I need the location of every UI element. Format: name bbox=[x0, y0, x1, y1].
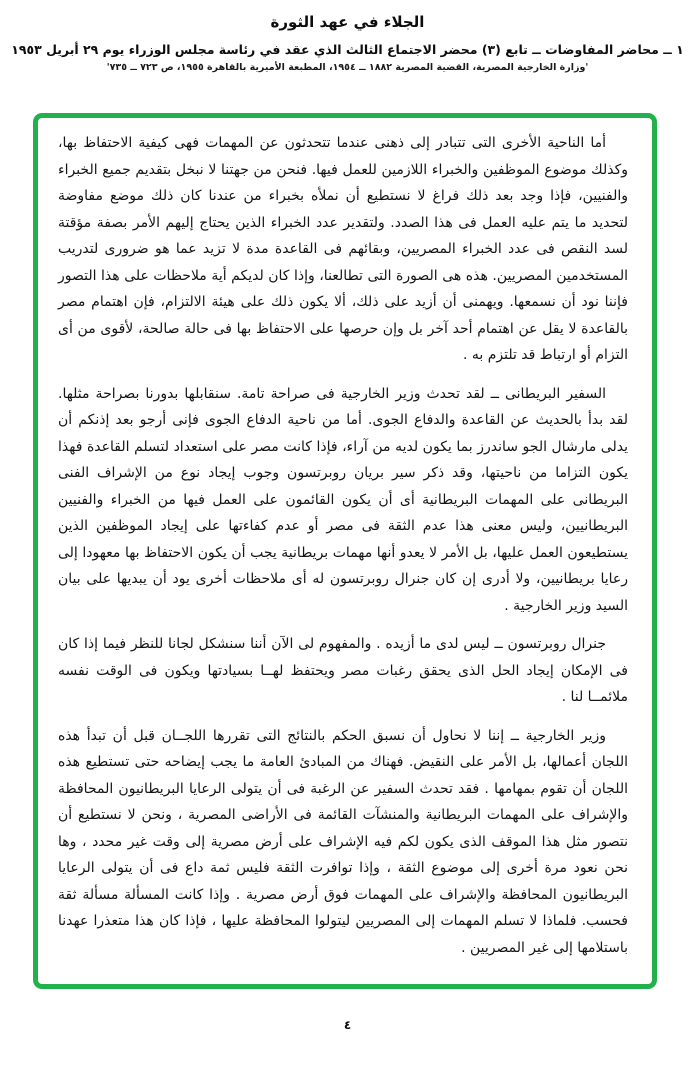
book-title: الجلاء في عهد الثورة bbox=[270, 13, 425, 31]
page-header bbox=[0, 0, 695, 73]
paragraph-british-ambassador: السفير البريطانى ــ لقد تحدث وزير الخارجية فى صراحة تامة. سنقابلها بدورنا بصراحة مثلها. لقد بدأ بالحديث عن القاعدة والدفاع الجوى. أما من ناحية الدفاع الجوى فإنى أرجو بعد إذنكم أن يدلى مارشال الجو ساندرز بما يكون لديه من آراء، فإذا كانت مصر على استعداد لتسلم القاعدة فهذا يكون التزاما من ناحيتها، وقد ذكر سير بريان روبرتسون وجوب إيجاد نوع من الإشراف الفنى البريطانى على المهمات البريطانية أى أن يكون القائمون على العمل فيها من الخبراء والفنيين البريطانيين، وليس معنى هذا عدم الثقة فى مصر أو عدم كفاءتها على إيجاد الموظفين الذين يستطيعون العمل عليها، بل الأمر لا يعدو أنها مهمات بريطانية يجب أن يكون الاحتفاظ بها معهودا إلى رعايا بريطانيين، ولا أدرى إن كان جنرال روبرتسون له أى ملاحظات أخرى يود أن يبديها على بيان السيد وزير الخارجية . bbox=[58, 385, 628, 614]
paragraph-foreign-minister-reply: وزير الخارجية ــ إننا لا نحاول أن نسبق الحكم بالنتائج التى تقررها اللجــان قبل أن تبدأ هذه اللجان أعمالها، بل الأمر على النقيض. فهناك من المبادئ العامة ما يجب إيضاحه حتى تستطيع هذه اللجان أن تقوم بمهامها . فقد تحدث السفير عن الرغبة فى أن يتولى الرعايا البريطانيون المحافظة والإشراف على المهمات البريطانية والمنشآت القائمة فى الأراضى المصرية ، ونحن لا نستطيع أن نتصور مثل هذا الموقف الذى يكون لكم فيه الإشراف على أرض مصرية إلى وقت غير محدد ، وها نحن نعود مرة أخرى إلى موضوع الثقة ، وإذا توافرت الثقة فليس ثمة داع فى أن يتولى الرعايا البريطانيون المحافظة والإشراف على المهمات فوق أرض مصرية . وإذا كانت المسألة مسألة ثقة فحسب. فلماذا لا تسلم المهمات إلى المصريين ليتولوا المحافظة عليها ، فإذا كان هذا متعذرا عهدنا باستلامها إلى غير المصريين . bbox=[58, 727, 628, 956]
chapter-heading: ١ ــ محاضر المفاوضات ــ تابع (٣) محضر الاجتماع الثالث الذي عقد في رئاسة مجلس الوزراء يوم ٢٩ أبريل ١٩٥٣ bbox=[11, 42, 684, 57]
source-citation: 'وزارة الخارجية المصرية، القضية المصرية ١٨٨٢ ــ ١٩٥٤، المطبعة الأميرية بالقاهرة ١٩٥٥، ص ٧٢٣ ــ ٧٣٥' bbox=[106, 62, 589, 73]
paragraph-general-robertson: جنرال روبرتسون ــ ليس لدى ما أزيده . والمفهوم لى الآن أننا سنشكل لجانا للنظر فيما إذا كان فى الإمكان إيجاد الحل الذى يحقق رغبات مصر ويحتفظ لهــا بسيادتها ويكون فى الوقت نفسه ملائمــا لنا . bbox=[58, 636, 628, 705]
page-number: ٤ bbox=[343, 1018, 352, 1032]
document-frame bbox=[33, 113, 657, 989]
paragraph-foreign-minister-remarks: أما الناحية الأخرى التى تتبادر إلى ذهنى عندما تتحدثون عن المهمات فهى كيفية الاحتفاظ بها، وكذلك موضوع الموظفين والخبراء اللازمين للعمل فيها. فنحن من جهتنا لا نبخل بتقديم جميع الخبراء والفنيين، فإذا وجد بعد ذلك فراغ لا نستطيع أن نملأه بخبراء من عندنا كان ذلك موضع مفاوضة لتحديد ما يتم عليه العمل فى هذا الصدد. ولتقدير عدد الخبراء الذين يحتاج إليهم الأمر بصفة مؤقتة لسد النقص فى عدد الخبراء المصريين، وبقائهم فى القاعدة مدة لا تزيد عما هو ضرورى لتدريب المستخدمين المصريين. هذه هى الصورة التى تطالعنا، وإذا كان لديكم أية ملاحظات على هذا التصور فإننا نود أن نسمعها. ويهمنى أن أزيد على ذلك، ألا يكون ذلك على هيئة الالتزام، فإن اهتمام مصر بالقاعدة لا يقل عن اهتمام أحد آخر بل وإن حرصها على الاحتفاظ بها فى حالة صالحة، لأقوى من أى التزام أو ارتباط قد تلتزم به . bbox=[58, 135, 628, 363]
